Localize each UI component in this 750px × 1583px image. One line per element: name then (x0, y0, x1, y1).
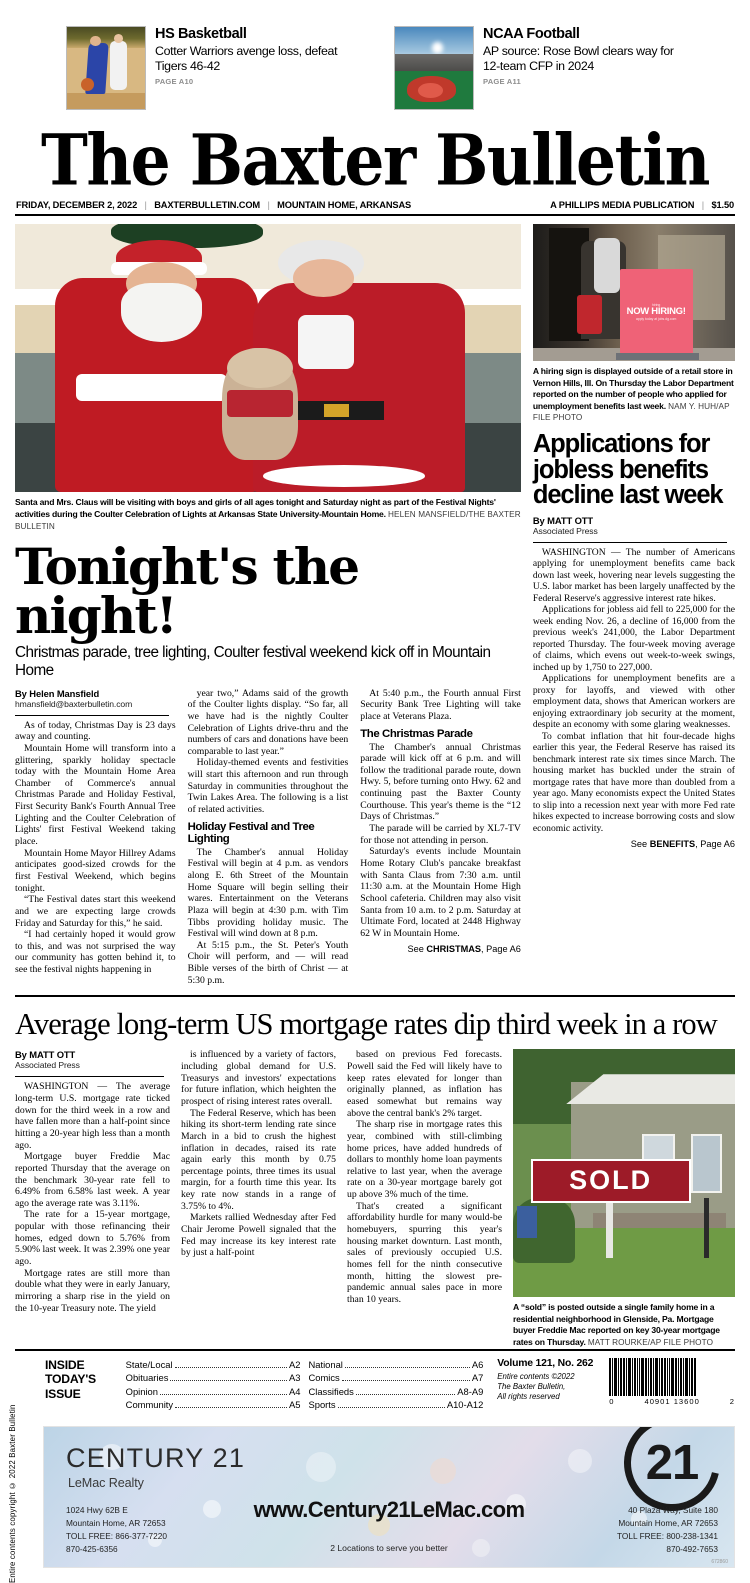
photo-caption (513, 1297, 735, 1348)
index-page-number: A5 (289, 1399, 301, 1411)
main-content (0, 216, 750, 1348)
ad-address-line: Mountain Home, AR 72653 (618, 1517, 718, 1528)
sign-bottom-text: apply today at jobs.dg.com (635, 316, 677, 321)
index-page-number: A3 (289, 1372, 301, 1384)
body-paragraph: year two,” Adams said of the growth of the Coulter lights display. “So far, all we have had is the nightly Coulter Celebration of Lights drive-thru and the numbers of cars and donations have been comparable to last year.” (187, 687, 349, 757)
teaser-kicker: HS Basketball (155, 26, 247, 42)
index-section-name: Comics (308, 1372, 340, 1384)
index-entry[interactable] (308, 1358, 483, 1372)
jump-see: See (630, 839, 648, 850)
publication-date: FRIDAY, DECEMBER 2, 2022 (16, 200, 138, 211)
index-section-name: State/Local (125, 1358, 173, 1370)
index-section-name: Sports (308, 1399, 336, 1411)
copyright-line: Entire contents ©2022 (497, 1371, 575, 1381)
index-entry[interactable] (308, 1385, 483, 1399)
now-hiring-sign (620, 269, 693, 354)
ad-address-line: TOLL FREE: 800-238-1341 (616, 1530, 718, 1541)
body-paragraph: That's created a significant affordability hurdle for many would-be homebuyers, spurring this year's housing market downturn. Last month, sales of previously occupied U.S. homes fell for the ninth consecutive month, hitting the slowest pre-pandemic annual sales pace in more than 10 years. (347, 1200, 502, 1305)
body-paragraph: As of today, Christmas Day is 23 days away and counting. (15, 719, 176, 743)
ad-brand-name: CENTURY 21 (66, 1443, 246, 1474)
caption-text: A hiring sign is displayed outside of a retail store in Vernon Hills, Ill. On Thursday the Labor Department reported on the number of people who applied for unemployment benefits last week. (532, 366, 734, 411)
photo-credit: NAM Y. HUH/AP FILE PHOTO (532, 401, 730, 423)
body-paragraph: based on previous Fed forecasts. Powell said the Fed will likely have to keep rates elevated for longer than originally planned, as inflation has eased somewhat but remains way above the central bank's 2% target. (347, 1049, 502, 1119)
index-section-name: Opinion (125, 1385, 158, 1397)
body-paragraph: The Chamber's annual Holiday Festival will begin at 4 p.m. as vendors along E. 6th Street of the Mountain Home Square will begin selling their wares. Entertainment on the Veterans Plaza will begin at 4:30 p.m. with Tim Tibbs providing holiday music. The Festival will wind down at 8 p.m. (187, 846, 349, 940)
byline-organization: Associated Press (532, 525, 598, 536)
sign-main-text: NOW HIRING! (626, 306, 686, 318)
photo-credit: MATT ROURKE/AP FILE PHOTO (587, 1337, 714, 1347)
index-section-name: Obituaries (125, 1372, 169, 1384)
ad-address-line: 1024 Hwy 62B E (66, 1504, 128, 1515)
masthead (0, 118, 750, 202)
copyright-notice (497, 1369, 607, 1403)
volume-number: Volume 121, No. 262 (497, 1357, 594, 1369)
byline-organization: Associated Press (15, 1060, 80, 1071)
newsstand-price: $1.50 (711, 200, 734, 211)
teaser-page-ref: PAGE A11 (483, 77, 521, 87)
body-paragraph: At 5:40 p.m., the Fourth annual First Security Bank Tree Lighting will take place at Veterans Plaza. (360, 687, 521, 722)
santa-claus-photo (15, 224, 521, 492)
body-paragraph: To combat inflation that hit four-decade highs earlier this year, the Federal Reserve has raised its benchmark interest rate six times since March. The housing market has buckled under the strain of mortgage rates that have more than doubled from a year ago. Many economists expect the United States to slip into a recession next year with more Fed rate hikes expected to increase borrowing costs and slow economic activity. (532, 730, 735, 834)
copyright-line: The Baxter Bulletin, (497, 1382, 566, 1391)
index-column-1 (126, 1358, 301, 1413)
leader-dots (175, 1367, 287, 1368)
body-paragraph: WASHINGTON — The average long-term U.S. mortgage rate ticked down for the third week in a row and have fallen more than a half-point since hitting a 20-year high less than a month ago. (15, 1081, 170, 1151)
index-section-name: National (308, 1358, 343, 1370)
body-paragraph: Mountain Home will transform into a glittering, sparkly holiday spectacle today with the Mountain Home Area Chamber of Commerce's annual Christmas Parade and Holiday Festival, First Security Bank's Fourth Annual Tree Lighting and the Coulter Celebration of Lights' first Festival Weekend taking place. (15, 742, 176, 848)
index-entry[interactable] (308, 1371, 483, 1385)
vertical-copyright: Entire contents copyright © 2022 Baxter Bulletin (8, 1404, 17, 1583)
divider: | (267, 200, 270, 211)
index-page-number: A7 (471, 1372, 484, 1384)
lead-column-1 (15, 688, 176, 987)
barcode-digit-left: 0 (609, 1396, 615, 1406)
index-label (45, 1358, 118, 1403)
lead-column-2 (188, 688, 349, 987)
body-paragraph: Applications for jobless aid fell to 225,000 for the week ending Nov. 26, a decline of 16,000 from the previous week's 241,000, the Labor Department reported Thursday. The four-week moving average of claims, which evens out week-to-week swings, inched up by 1,750 to 227,000. (532, 604, 735, 673)
sold-sign-photo (513, 1049, 735, 1297)
basketball-photo (66, 26, 146, 110)
website-url[interactable]: BAXTERBULLETIN.COM (154, 200, 260, 211)
mortgage-story (15, 1049, 735, 1348)
barcode-digit-right: 2 (729, 1396, 735, 1406)
byline-author: By MATT OTT (15, 1049, 76, 1061)
mortgage-column-3 (347, 1049, 502, 1348)
leader-dots (356, 1394, 455, 1395)
ad-tagline: 2 Locations to serve you better (330, 1543, 448, 1554)
copyright-line: All rights reserved (497, 1392, 560, 1402)
index-label-line: TODAY'S (45, 1372, 96, 1387)
photo-credit: HELEN MANSFIELD/THE BAXTER BULLETIN (15, 509, 521, 531)
barcode-bars (609, 1358, 735, 1396)
photo-caption (533, 361, 735, 424)
body-paragraph: “I had certainly hoped it would grow to this, and was not surprised the way our community has gotten behind it, to see the festival nights happening in (15, 929, 176, 976)
jobless-story (533, 224, 735, 986)
publisher-name: A PHILLIPS MEDIA PUBLICATION (550, 200, 695, 211)
photo-caption (15, 492, 521, 532)
jump-line[interactable] (360, 944, 521, 954)
jobless-body (533, 547, 735, 850)
hiring-sign-photo (533, 224, 735, 361)
teaser-headline: AP source: Rose Bowl clears way for 12-team CFP in 2024 (483, 44, 674, 73)
index-page-number: A8-A9 (457, 1385, 484, 1397)
ad-address-line: 870-492-7653 (666, 1543, 718, 1554)
body-paragraph: Mortgage rates are still more than double what they were in early January, mirroring a sharp rise in the yield on the 10-year Treasury note. The yield (15, 1267, 170, 1314)
mortgage-column-2 (181, 1049, 336, 1348)
teaser-kicker: NCAA Football (483, 26, 580, 42)
index-page-number: A6 (471, 1358, 484, 1370)
body-paragraph: At 5:15 p.m., the St. Peter's Youth Choir will perform, and — will read Bible verses of the birth of Christ — at 5:30 p.m. (187, 939, 349, 986)
body-paragraph: Mortgage buyer Freddie Mac reported Thursday that the average on the benchmark 30-year rate fell to 6.49% from 6.58% last week. A year ago the average rate was 3.11%. (15, 1151, 170, 1209)
caption-text: Santa and Mrs. Claus will be visiting with boys and girls of all ages tonight and Saturday night as part of the Festival Nights' activities during the Coulter Celebration of Lights at Arkansas State University-Mountain Home. (15, 497, 496, 519)
index-page-number: A4 (289, 1385, 301, 1397)
jump-slug: BENEFITS (649, 839, 696, 850)
mortgage-column-1 (15, 1049, 170, 1348)
ad-address-line: TOLL FREE: 866-377-7220 (66, 1530, 168, 1541)
leader-dots (175, 1407, 287, 1408)
sign-top-text: hiring (652, 303, 661, 308)
body-paragraph: Applications for unemployment benefits are a proxy for layoffs, and viewed with other employment data, shows that American workers are enjoying extraordinary job security at the moment, despite an economy with some glaring weaknesses. (532, 673, 735, 731)
ad-address-line: 870-425-6356 (66, 1543, 118, 1554)
body-paragraph: The parade will be carried by XL7-TV for those not attending in person. (360, 823, 521, 846)
ad-reference-code: 672860 (711, 1559, 728, 1566)
index-entry[interactable] (126, 1398, 301, 1412)
body-paragraph: The Federal Reserve, which has been hiking its short-term lending rate since March in a bid to crush the highest inflation in decades, raised its rate again early this month by 0.75 percentage points, three times its usual margin, for a fourth time this year. Its key rate now stands in a range of 3.75% to 4%. (181, 1107, 336, 1212)
section-subhead: The Christmas Parade (360, 727, 473, 740)
barcode-numbers (609, 1396, 735, 1406)
lead-story (15, 224, 521, 986)
byline-author: By Helen Mansfield (15, 687, 100, 699)
lead-headline: Tonight's the night! (15, 537, 359, 646)
body-paragraph: Mountain Home Mayor Hillrey Adams anticipates good-sized crowds for the first Festival Weekend, which begins tonight. (15, 847, 176, 894)
top-teaser-bar (0, 0, 750, 122)
body-paragraph: “The Festival dates start this weekend and we are expecting large crowds Friday and Saturday for this,” he said. (15, 894, 176, 929)
ad-address-line: 40 Plaza Way, Suite 180 (628, 1504, 718, 1515)
mortgage-photo-column (513, 1049, 735, 1348)
byline-rule (533, 542, 727, 543)
leader-dots (160, 1394, 287, 1395)
body-paragraph: WASHINGTON — The number of Americans applying for unemployment benefits came back down last week, hovering near levels suggesting the U.S. labor market has been largely unaffected by the Federal Reserve's aggressive interest rate hikes. (532, 546, 735, 604)
newspaper-title: The Baxter Bulletin (41, 118, 709, 202)
index-page-number: A2 (289, 1358, 301, 1370)
ad-website-url[interactable]: www.Century21LeMac.com (253, 1497, 525, 1523)
century21-logo-number: 21 (645, 1436, 699, 1491)
publication-city: MOUNTAIN HOME, ARKANSAS (277, 200, 412, 211)
ad-subbrand: LeMac Realty (68, 1476, 144, 1491)
index-page-number: A10-A12 (446, 1399, 484, 1411)
index-section-name: Community (125, 1399, 174, 1411)
jump-page: , Page A6 (695, 839, 735, 850)
jump-page: , Page A6 (481, 944, 521, 955)
body-paragraph: The sharp rise in mortgage rates this year, combined with still-climbing home prices, have added hundreds of dollars to monthly home loan payments relative to last year, when the average rate on a 30-year mortgage barely got up above 3% much of the time. (347, 1119, 502, 1201)
body-paragraph: Markets rallied Wednesday after Fed Chair Jerome Powell signaled that the Fed may increase its key interest rate by just a half-point (181, 1212, 336, 1259)
body-paragraph: Holiday-themed events and festivities will start this afternoon and run through Saturday in communities throughout the Twin Lakes Area. The following is a list of related activities. (187, 757, 349, 816)
leader-dots (170, 1380, 287, 1381)
sold-sign (531, 1159, 691, 1204)
body-paragraph: Saturday's events include Mountain Home Rotary Club's pancake breakfast with Santa Claus from 7:30 a.m. until 11:30 a.m. at the Mountain Home High School cafeteria. Children may also visit Santa from 10 a.m. to 2 p.m. Saturday at Ultimate Ford, located at 2448 Highway 62 W in Mountain Home. (360, 846, 521, 939)
byline-email[interactable]: hmansfield@baxterbulletin.com (15, 698, 133, 709)
section-subhead: Holiday Festival and Tree Lighting (187, 820, 315, 845)
bottom-advertisement[interactable] (0, 1420, 750, 1568)
leader-dots (345, 1367, 470, 1368)
body-paragraph: is influenced by a variety of factors, including global demand for U.S. Treasurys and investors' expectations for future inflation, which heighten the prospect of rising interest rates overall. (181, 1049, 336, 1107)
jump-slug: CHRISTMAS (426, 944, 481, 955)
body-paragraph: The Chamber's annual Christmas parade will kick off at 6 p.m. and will follow the traditional parade route, down Hwy. 5, before turning onto Hwy. 62 and continuing past the Baxter County Courthouse. This year's theme is the “12 Days of Christmas.” (360, 741, 521, 823)
lead-story-columns (15, 688, 521, 987)
teaser-hs-basketball[interactable] (66, 26, 356, 110)
teaser-page-ref: PAGE A10 (155, 77, 194, 87)
jump-see: See (407, 944, 424, 955)
leader-dots (342, 1380, 470, 1381)
index-entry[interactable] (126, 1371, 301, 1385)
index-entry[interactable] (126, 1358, 301, 1372)
volume-block (497, 1358, 607, 1403)
divider: | (701, 200, 705, 211)
teaser-headline: Cotter Warriors avenge loss, defeat Tigers 46-42 (155, 44, 338, 73)
index-label-line: INSIDE (45, 1357, 85, 1372)
byline-rule (15, 1076, 164, 1077)
jump-line[interactable] (533, 839, 735, 849)
index-label-line: ISSUE (45, 1387, 81, 1402)
lead-column-3 (360, 688, 521, 987)
leader-dots (338, 1407, 445, 1408)
byline-author: By MATT OTT (532, 514, 594, 526)
rose-bowl-photo (394, 26, 474, 110)
barcode (609, 1358, 735, 1406)
barcode-digits-center: 40901 13600 (644, 1396, 700, 1406)
sold-sign-text: SOLD (569, 1165, 653, 1196)
divider: | (144, 200, 147, 211)
index-entry[interactable] (308, 1398, 483, 1412)
caption-text: A “sold” is posted outside a single family home in a residential neighborhood in Glenside, Pa. Mortgage buyer Freddie Mac reported on key 30-year mortgage rates on Thursday. (513, 1302, 720, 1347)
index-section-name: Classifieds (308, 1385, 354, 1397)
teaser-ncaa-football[interactable] (394, 26, 684, 110)
body-paragraph: The rate for a 15-year mortgage, popular with those refinancing their homes, edged down to 5.76% from 5.90% last week. It was 2.39% one year ago. (15, 1209, 170, 1267)
byline-rule (15, 715, 169, 716)
jobless-headline: Applications for jobless benefits decline last week (532, 430, 723, 510)
mortgage-headline: Average long-term US mortgage rates dip third week in a row (15, 1007, 717, 1042)
index-entry[interactable] (126, 1385, 301, 1399)
lead-deck: Christmas parade, tree lighting, Coulter festival weekend kick off in Mountain Home (15, 644, 491, 680)
ad-address-line: Mountain Home, AR 72653 (66, 1517, 166, 1528)
index-column-2 (308, 1358, 483, 1413)
